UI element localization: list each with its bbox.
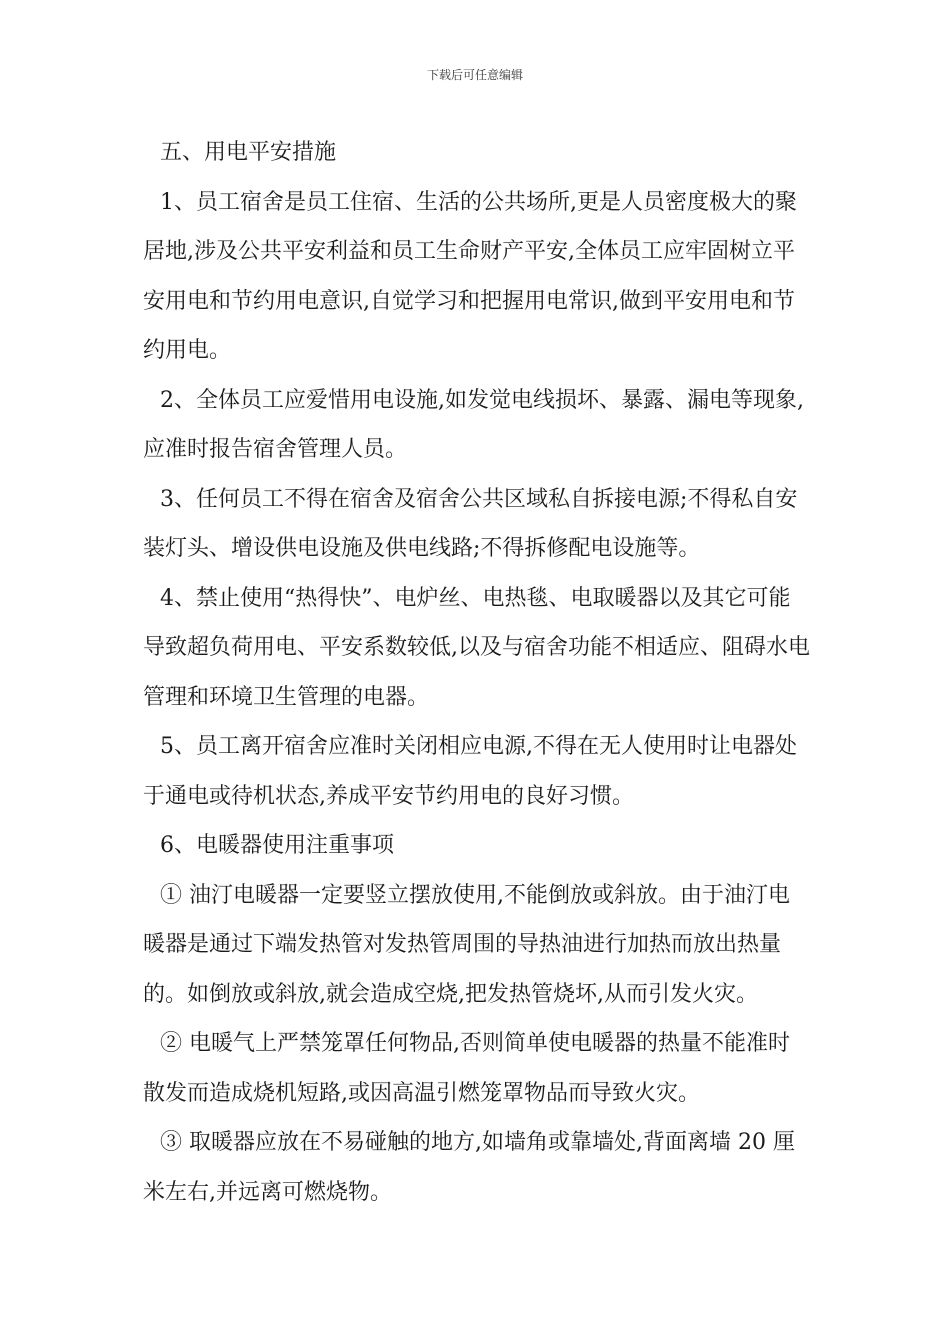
header-note: 下载后可任意编辑 (426, 68, 523, 82)
document-body (143, 128, 811, 1217)
paragraph-1: 1、员工宿舍是员工住宿、生活的公共场所,更是人员密度极大的聚居地,涉及公共平安利益和员工生命财产平安,全体员工应牢固树立平安用电和节约用电意识,自觉学习和把握用电常识,做到平安用电和节约用电。 (143, 189, 797, 363)
paragraph-3: 3、任何员工不得在宿舍及宿舍公共区域私自拆接电源;不得私自安装灯头、增设供电设施及供电线路;不得拆修配电设施等。 (143, 486, 798, 561)
paragraph-6: 6、电暖器使用注重事项 (160, 833, 394, 858)
paragraph-4: 4、禁止使用“热得快”、电炉丝、电热毯、电取暖器以及其它可能导致超负荷用电、平安系数较低,以及与宿舍功能不相适应、阻碍水电管理和环境卫生管理的电器。 (143, 585, 810, 710)
paragraph-6-item-2: ② 电暖气上严禁笼罩任何物品,否则简单使电暖器的热量不能准时散发而造成烧机短路,或因高温引燃笼罩物品而导致火灾。 (143, 1031, 790, 1106)
section-title: 五、用电平安措施 (160, 140, 337, 165)
paragraph-2: 2、全体员工应爱惜用电设施,如发觉电线损坏、暴露、漏电等现象,应准时报告宿舍管理人员。 (143, 387, 804, 462)
paragraph-5: 5、员工离开宿舍应准时关闭相应电源,不得在无人使用时让电器处于通电或待机状态,养成平安节约用电的良好习惯。 (143, 734, 797, 809)
paragraph-6-item-3: ③ 取暖器应放在不易碰触的地方,如墙角或靠墙处,背面离墙 20 厘米左右,并远离可燃烧物。 (143, 1130, 795, 1205)
paragraph-6-item-1: ① 油汀电暖器一定要竖立摆放使用,不能倒放或斜放。由于油汀电暖器是通过下端发热管对发热管周围的导热油进行加热而放出热量的。如倒放或斜放,就会造成空烧,把发热管烧坏,从而引发火灾。 (143, 882, 790, 1007)
